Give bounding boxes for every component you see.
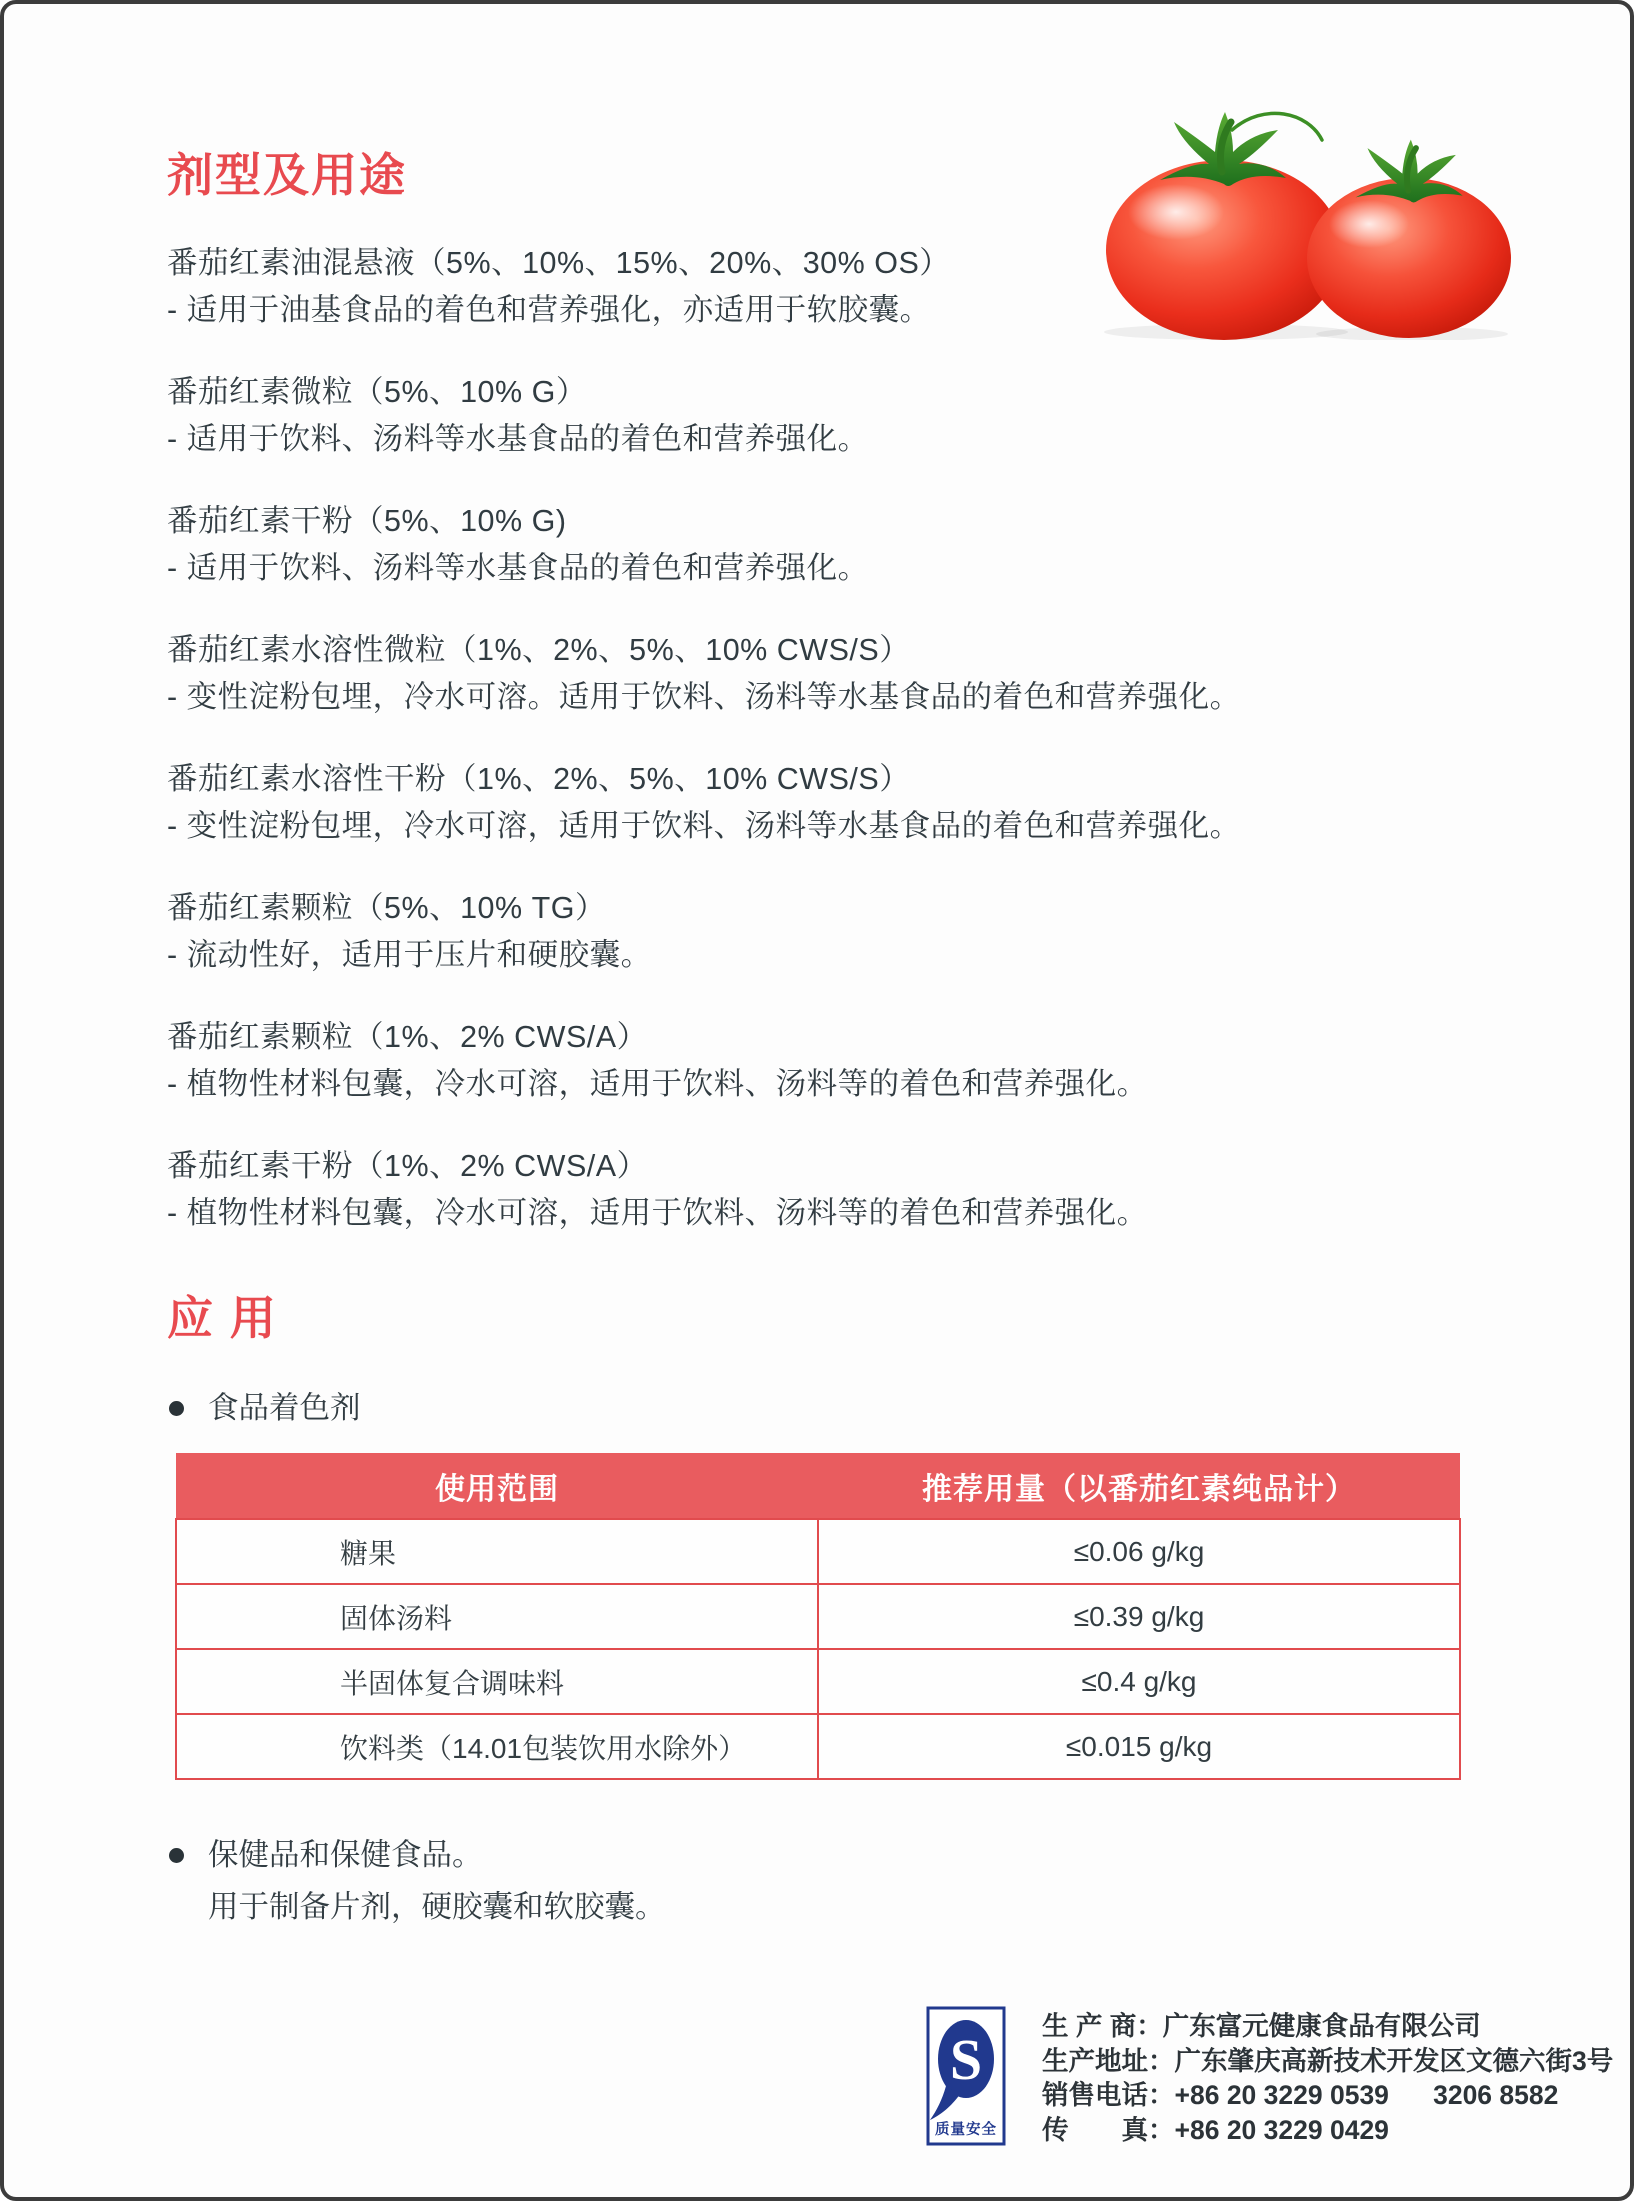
formulation-block <box>167 1014 1460 1108</box>
formulation-desc: - 适用于饮料、汤料等水基食品的着色和营养强化。 <box>167 422 869 456</box>
formulation-desc: - 变性淀粉包埋，冷水可溶，适用于饮料、汤料等水基食品的着色和营养强化。 <box>167 809 1241 843</box>
table-row <box>176 1649 1460 1714</box>
dosage-cell: ≤0.06 g/kg <box>818 1519 1460 1584</box>
fax-value: +86 20 3229 0429 <box>1174 2114 1389 2145</box>
dosage-cell: ≤0.39 g/kg <box>818 1584 1460 1649</box>
formulation-block <box>167 1143 1460 1237</box>
formulation-desc: - 植物性材料包囊，冷水可溶，适用于饮料、汤料等的着色和营养强化。 <box>167 1196 1148 1230</box>
formulation-desc: - 适用于饮料、汤料等水基食品的着色和营养强化。 <box>167 551 869 585</box>
formulation-desc: - 植物性材料包囊，冷水可溶，适用于饮料、汤料等的着色和营养强化。 <box>167 1067 1148 1101</box>
manufacturer-info <box>1042 2006 1613 2147</box>
formulation-block <box>167 885 1460 979</box>
manufacturer-label: 生 产 商： <box>1042 2011 1163 2041</box>
table-row <box>176 1714 1460 1779</box>
manufacturer-value: 广东富元健康食品有限公司 <box>1162 2011 1481 2041</box>
formulation-block <box>167 498 1460 592</box>
table-row <box>176 1584 1460 1649</box>
address-value: 广东肇庆高新技术开发区文德六街3号 <box>1174 2045 1614 2076</box>
usage-table-header-row <box>176 1453 1460 1519</box>
dosage-cell: ≤0.015 g/kg <box>818 1714 1460 1779</box>
usage-scope-header: 使用范围 <box>176 1453 818 1519</box>
address-label: 生产地址： <box>1042 2045 1175 2076</box>
usage-table <box>175 1453 1461 1780</box>
formulation-title: 番茄红素干粉（5%、10% G) <box>167 504 567 538</box>
tomatoes-image <box>1054 100 1524 340</box>
formulation-block <box>167 369 1460 463</box>
dosage-header: 推荐用量（以番茄红素纯品计） <box>818 1453 1460 1519</box>
manufacturer-line <box>1042 2009 1613 2044</box>
formulation-desc: - 适用于油基食品的着色和营养强化，亦适用于软胶囊。 <box>167 293 931 327</box>
scope-cell: 固体汤料 <box>176 1584 818 1649</box>
qs-logo-caption: 质量安全 <box>935 2122 997 2138</box>
sales-phone-value: +86 20 3229 0539 3206 8582 <box>1174 2080 1559 2110</box>
formulation-desc: - 变性淀粉包埋，冷水可溶。适用于饮料、汤料等水基食品的着色和营养强化。 <box>167 680 1241 714</box>
qs-quality-safety-logo <box>926 2006 1006 2146</box>
formulation-desc: - 流动性好，适用于压片和硬胶囊。 <box>167 938 652 972</box>
footer <box>926 2006 1613 2147</box>
health-products-bullet <box>169 1832 1460 1878</box>
fax-label: 传 真： <box>1042 2114 1175 2145</box>
formulation-title: 番茄红素颗粒（1%、2% CWS/A） <box>167 1020 648 1054</box>
scope-cell: 半固体复合调味料 <box>176 1649 818 1714</box>
scope-cell: 糖果 <box>176 1519 818 1584</box>
formulation-title: 番茄红素颗粒（5%、10% TG） <box>167 891 606 925</box>
address-line <box>1042 2044 1613 2079</box>
fax-line <box>1042 2113 1613 2148</box>
application-section-title: 应 用 <box>167 1292 278 1344</box>
formulation-block <box>167 627 1460 721</box>
bullet-dot-icon <box>169 1401 184 1416</box>
formulation-title: 番茄红素微粒（5%、10% G） <box>167 375 587 409</box>
sales-phone-label: 销售电话： <box>1042 2080 1175 2110</box>
sales-phone-line <box>1042 2078 1613 2113</box>
table-row <box>176 1519 1460 1584</box>
dosage-cell: ≤0.4 g/kg <box>818 1649 1460 1714</box>
formulation-title: 番茄红素水溶性微粒（1%、2%、5%、10% CWS/S） <box>167 633 911 667</box>
bullet-dot-icon <box>169 1848 184 1863</box>
food-colorant-label: 食品着色剂 <box>208 1391 361 1425</box>
formulation-title: 番茄红素干粉（1%、2% CWS/A） <box>167 1149 648 1183</box>
qs-logo-letter: S <box>949 2027 983 2092</box>
scope-cell: 饮料类（14.01包装饮用水除外） <box>176 1714 818 1779</box>
formulation-title: 番茄红素油混悬液（5%、10%、15%、20%、30% OS） <box>167 246 951 280</box>
forms-section-title: 剂型及用途 <box>167 149 407 201</box>
health-products-desc: 用于制备片剂，硬胶囊和软胶囊。 <box>208 1890 666 1924</box>
formulation-block <box>167 756 1460 850</box>
health-products-label: 保健品和保健食品。 <box>208 1838 483 1872</box>
formulation-title: 番茄红素水溶性干粉（1%、2%、5%、10% CWS/S） <box>167 762 911 796</box>
food-colorant-bullet <box>169 1385 1460 1431</box>
